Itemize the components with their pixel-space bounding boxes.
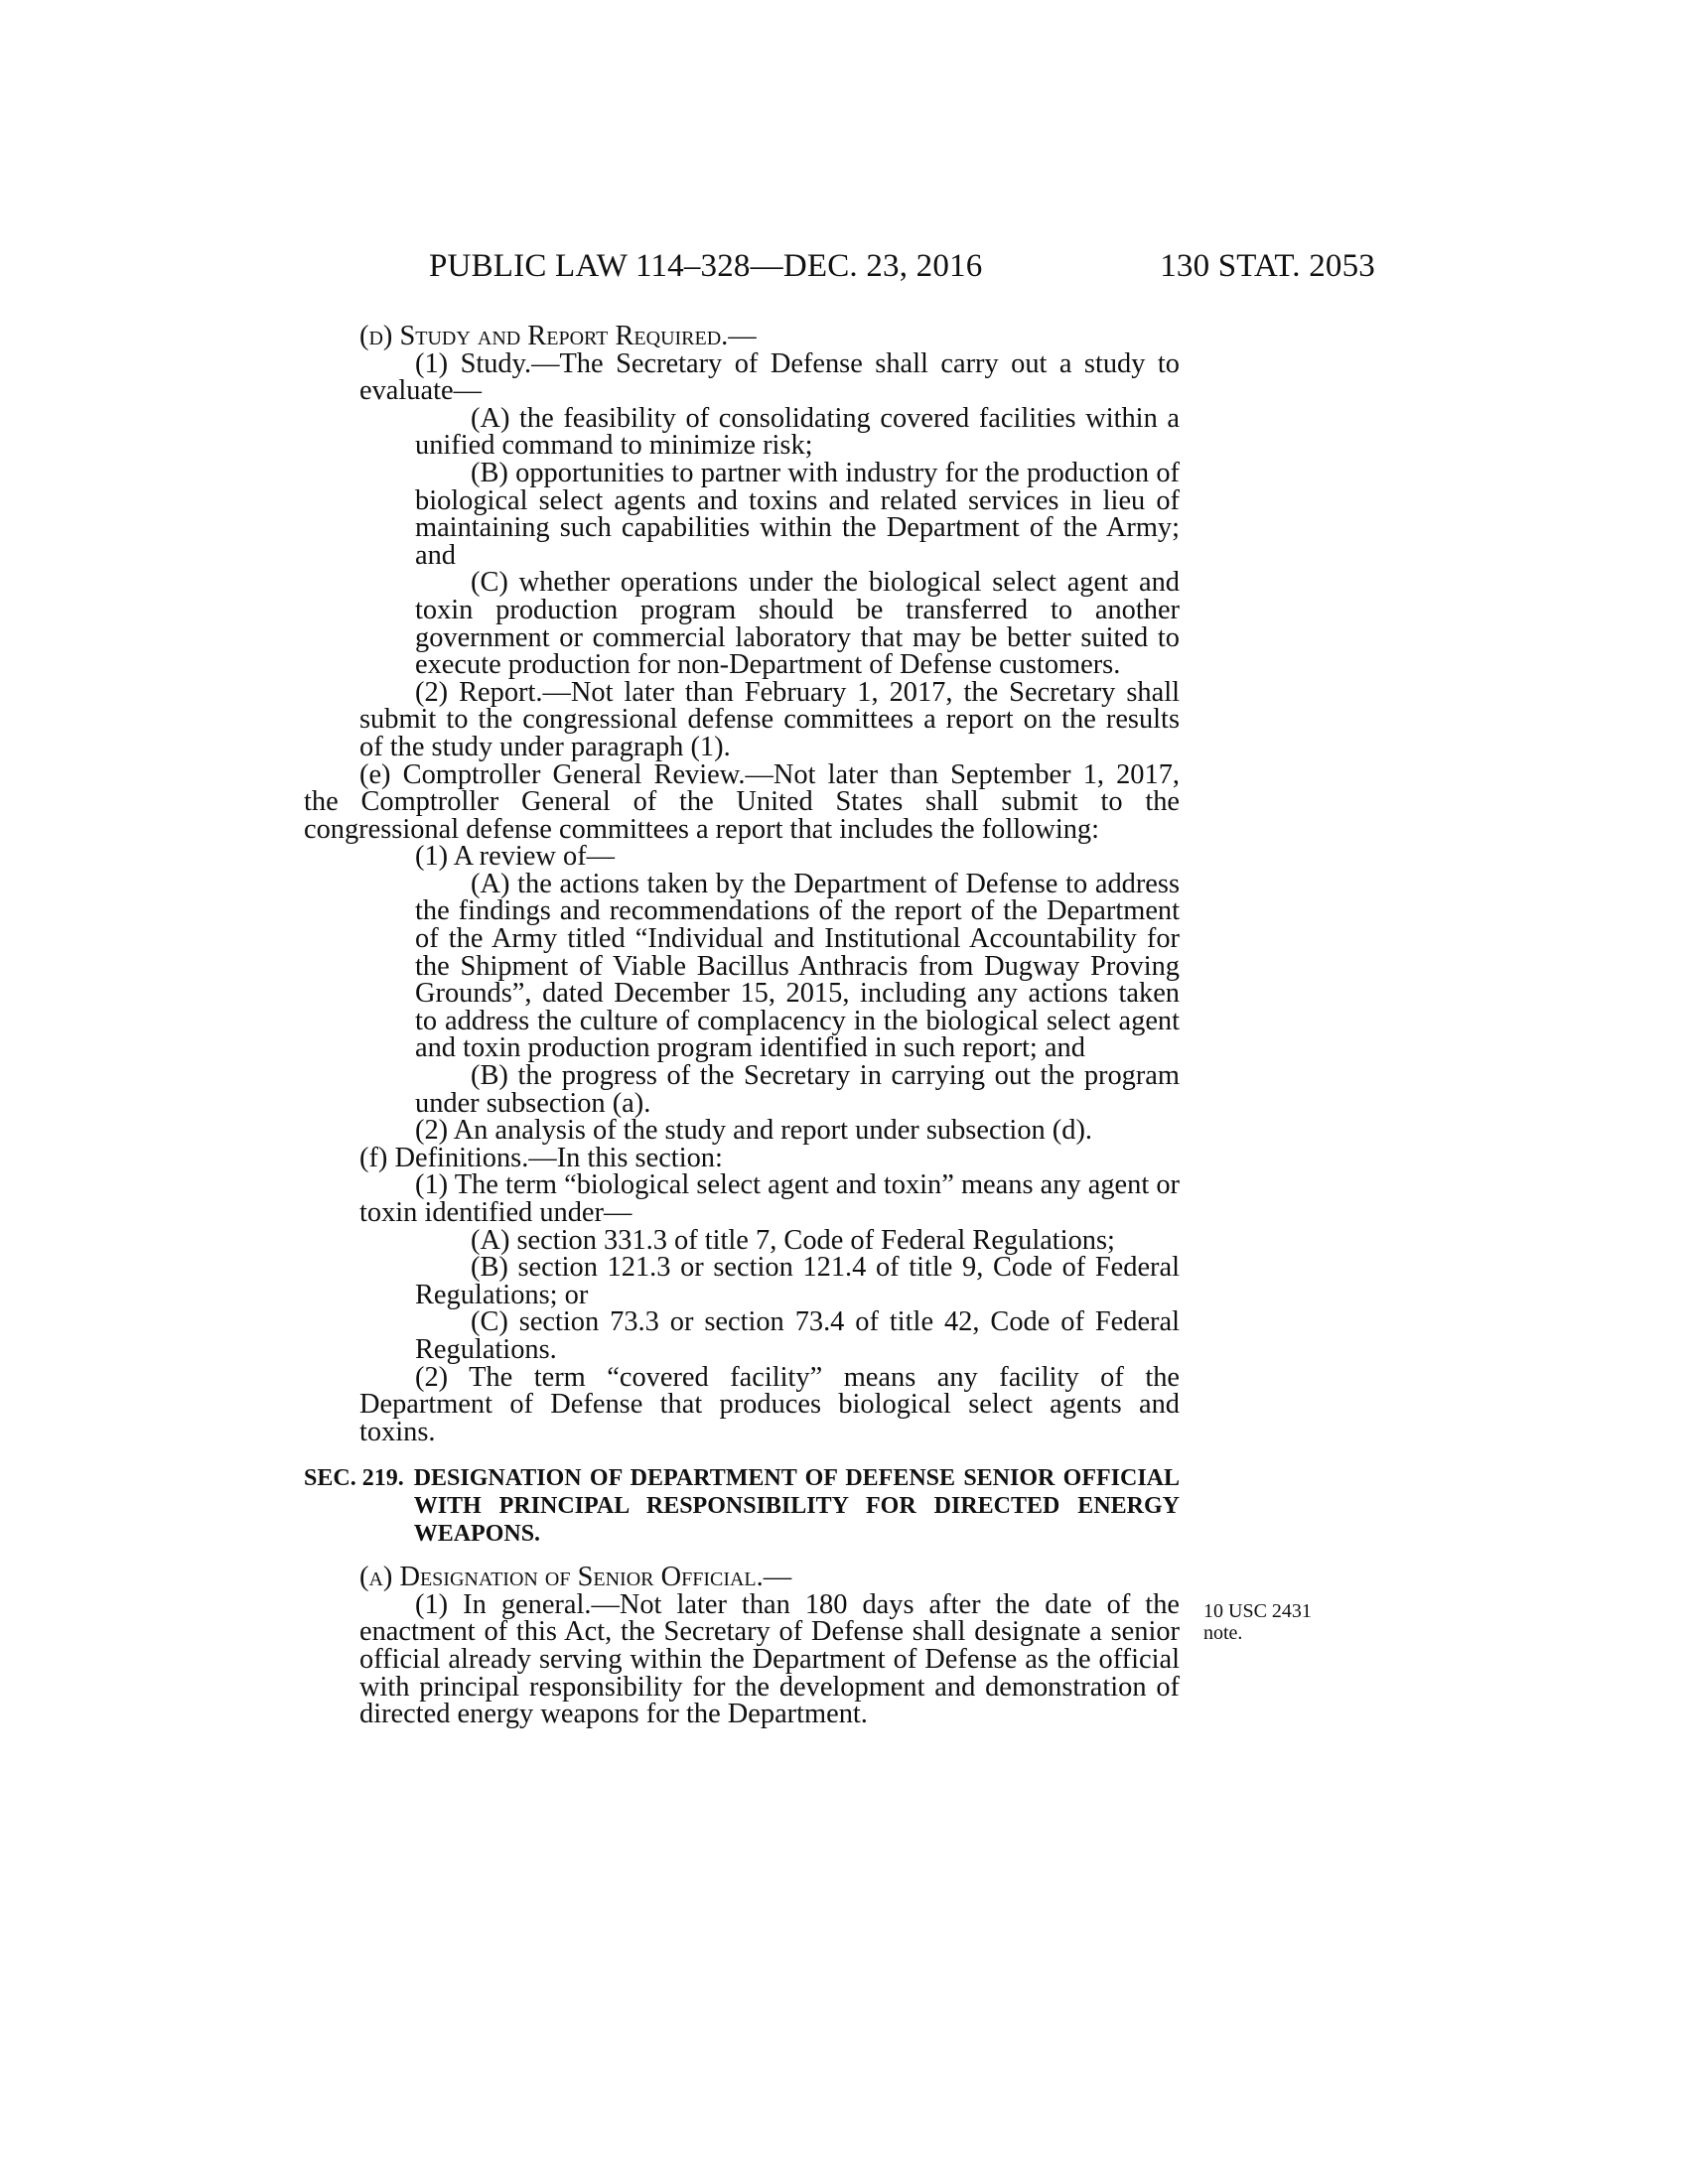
subsection-a-heading: (a) Designation of Senior Official.— bbox=[359, 1562, 792, 1593]
paragraph-d2: (2) Report.—Not later than February 1, 2017, the Secretary shall submit to the congressional defense committees a report on the results of the study under paragraph (1). bbox=[359, 676, 1180, 762]
clause-f1C: (C) section 73.3 or section 73.4 of title 42, Code of Federal Regulations. bbox=[415, 1306, 1180, 1365]
margin-note bbox=[1203, 1600, 1312, 1644]
section-number: SEC. 219. bbox=[304, 1465, 404, 1492]
paragraph-d1: (1) Study.—The Secretary of Defense shall carry out a study to evaluate— bbox=[359, 347, 1180, 407]
paragraph-a1: (1) In general.—Not later than 180 days after the date of the enactment of this Act, the Secretary of Defense shall designate a senior official already serving within the Department of Defense as the official with principal responsibility for the development and demonstration of directed energy weapons for the Department. bbox=[359, 1588, 1180, 1730]
clause-d1C: (C) whether operations under the biological select agent and toxin production program should be transferred to another government or commercial laboratory that may be better suited to execute production for non-Department of Defense customers. bbox=[415, 567, 1180, 681]
subsection-f: (f) Definitions.—In this section: bbox=[359, 1142, 723, 1173]
running-header-left: PUBLIC LAW 114–328—DEC. 23, 2016 bbox=[429, 248, 983, 284]
running-header-page-number: 130 STAT. 2053 bbox=[1160, 248, 1375, 284]
paragraph-e1: (1) A review of— bbox=[415, 841, 616, 873]
clause-e1B: (B) the progress of the Secretary in carrying out the program under subsection (a). bbox=[415, 1060, 1180, 1119]
paragraph-f2: (2) The term “covered facility” means any facility of the Department of Defense that produces biological select agents and toxins. bbox=[359, 1361, 1180, 1447]
clause-f1B: (B) section 121.3 or section 121.4 of title 9, Code of Federal Regulations; or bbox=[415, 1252, 1180, 1310]
section-219-heading bbox=[304, 1465, 1180, 1548]
paragraph-e2: (2) An analysis of the study and report under subsection (d). bbox=[415, 1115, 1093, 1147]
paragraph-f1: (1) The term “biological select agent and toxin” means any agent or toxin identified under— bbox=[359, 1169, 1180, 1228]
clause-d1B: (B) opportunities to partner with industry for the production of biological select agents and toxins and related services in lieu of maintaining such capabilities within the Department of the Army; and bbox=[415, 457, 1180, 571]
subsection-d-heading: (d) Study and Report Required.— bbox=[359, 321, 757, 351]
margin-note-suffix: note. bbox=[1203, 1622, 1243, 1644]
clause-e1A: (A) the actions taken by the Department of Defense to address the findings and recommendations of the report of the Department of the Army titled “Individual and Institutional Accountability for the Shipment of Viable Bacillus Anthracis from Dugway Proving Grounds”, dated December 15, 2015, including any actions taken to address the culture of complacency in the biological select agent and toxin production program identified in such report; and bbox=[415, 868, 1180, 1064]
margin-note-citation: 10 USC 2431 bbox=[1203, 1600, 1312, 1622]
statute-body bbox=[304, 323, 1180, 1728]
subsection-e: (e) Comptroller General Review.—Not later than September 1, 2017, the Comptroller General of the United States shall submit to the congressional defense committees a report that includes the following: bbox=[304, 758, 1180, 845]
clause-f1A: (A) section 331.3 of title 7, Code of Federal Regulations; bbox=[471, 1224, 1115, 1256]
clause-d1A: (A) the feasibility of consolidating covered facilities within a unified command to minimize risk; bbox=[415, 402, 1180, 462]
section-title: DESIGNATION OF DEPARTMENT OF DEFENSE SENIOR OFFICIAL WITH PRINCIPAL RESPONSIBILITY FOR DIRECTED ENERGY WEAPONS. bbox=[413, 1465, 1180, 1547]
